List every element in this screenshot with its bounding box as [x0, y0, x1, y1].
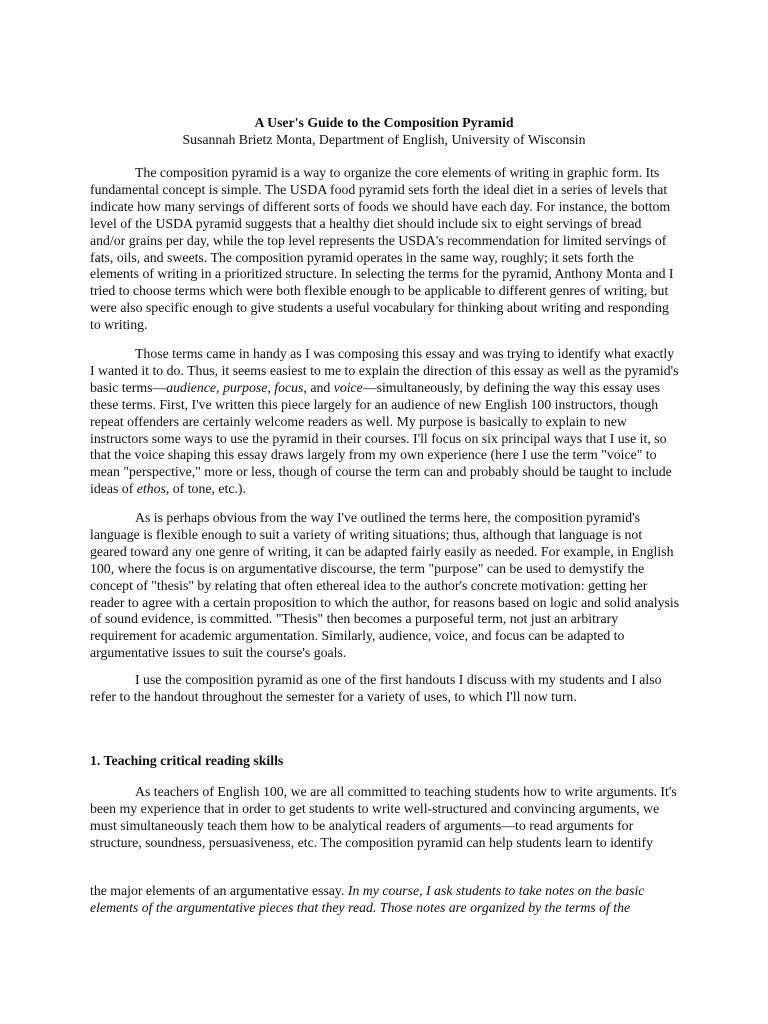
author-line: Susannah Brietz Monta, Department of English, University of Wisconsin	[182, 132, 586, 147]
paragraph-2-text-a: Those terms came in handy as I was composing this essay and was trying to identify what exactly I wanted it to do. Thus, it seems easiest to me to explain the direction of this essay as well as the pyramid's basic terms—	[90, 346, 679, 395]
paragraph-2-text-b: —simultaneously, by defining the way this essay uses these terms. First, I've written this piece largely for an audience of new English 100 instructors, though repeat offenders are certainly welcome readers as well. My purpose is basically to explain to new instructors some ways to use the pyramid in their courses. I'll focus on six principal ways that I use it, so that the voice shaping this essay draws largely from my own experience (here I use the term "voice" to mean "perspective," more or less, though of course the term can and probably should be taught to include ideas of	[90, 379, 672, 497]
body-block-3	[90, 510, 680, 662]
body-block-6	[90, 883, 680, 917]
title-block	[0, 114, 768, 148]
body-block-4	[90, 672, 680, 706]
body-block-5	[90, 784, 680, 852]
paragraph-6	[90, 883, 680, 917]
section-1-heading: 1. Teaching critical reading skills	[90, 753, 284, 768]
paragraph-2-emphasis-3: ethos,	[136, 481, 170, 497]
body-block-2	[90, 346, 680, 498]
paragraph-5: As teachers of English 100, we are all committed to teaching students how to write arguments. It's been my experience that in order to get students to write well-structured and convincing arguments, we must simultaneously teach them how to be analytical readers of arguments—to read arguments for structure, soundness, persuasiveness, etc. The composition pyramid can help students learn to identify	[90, 784, 677, 850]
paragraph-2-emphasis-1: audience, purpose, focus,	[166, 379, 307, 395]
paragraph-6-emphasis: In my course, I ask students to take notes on the basic elements of the argumentative pieces that they read. Those notes are organized by the terms of the	[90, 883, 645, 915]
paragraph-2	[90, 346, 680, 498]
paragraph-3: As is perhaps obvious from the way I've outlined the terms here, the composition pyramid's language is flexible enough to suit a variety of writing situations; thus, although that language is not geared toward any one genre of writing, it can be adapted fairly easily as needed. For example, in English 100, where the focus is on argumentative discourse, the term "purpose" can be used to demystify the concept of "thesis" by relating that often ethereal idea to the author's concrete motivation: getting her reader to agree with a certain proposition to which the author, for reasons based on logic and solid analysis of sound evidence, is committed. "Thesis" then becomes a purposeful term, not just an arbitrary requirement for academic argumentation. Similarly, audience, voice, and focus can be adapted to argumentative issues to suit the course's goals.	[90, 510, 680, 661]
paragraph-6-text: the major elements of an argumentative essay.	[90, 883, 348, 898]
paragraph-2-and: and	[306, 379, 334, 395]
document-title: A User's Guide to the Composition Pyramid	[254, 115, 514, 130]
paragraph-2-emphasis-2: voice	[333, 379, 363, 395]
paragraph-2-text-c: of tone, etc.).	[169, 481, 246, 497]
paragraph-1: The composition pyramid is a way to organize the core elements of writing in graphic form. Its fundamental concept is simple. The USDA food pyramid sets forth the ideal diet in a series of levels that indicate how many servings of different sorts of foods we should have each day. For instance, the bottom level of the USDA pyramid suggests that a healthy diet should include six to eight servings of bread and/or grains per day, while the top level represents the USDA's recommendation for limited servings of fats, oils, and sweets. The composition pyramid operates in the same way, roughly; it sets forth the elements of writing in a prioritized structure. In selecting the terms for the pyramid, Anthony Monta and I tried to choose terms which were both flexible enough to be applicable to different genres of writing, but were also specific enough to give students a useful vocabulary for thinking about writing and responding to writing.	[90, 165, 674, 333]
paragraph-4: I use the composition pyramid as one of the first handouts I discuss with my students and I also refer to the handout throughout the semester for a variety of uses, to which I'll now turn.	[90, 672, 662, 704]
body-block-1	[90, 165, 680, 334]
